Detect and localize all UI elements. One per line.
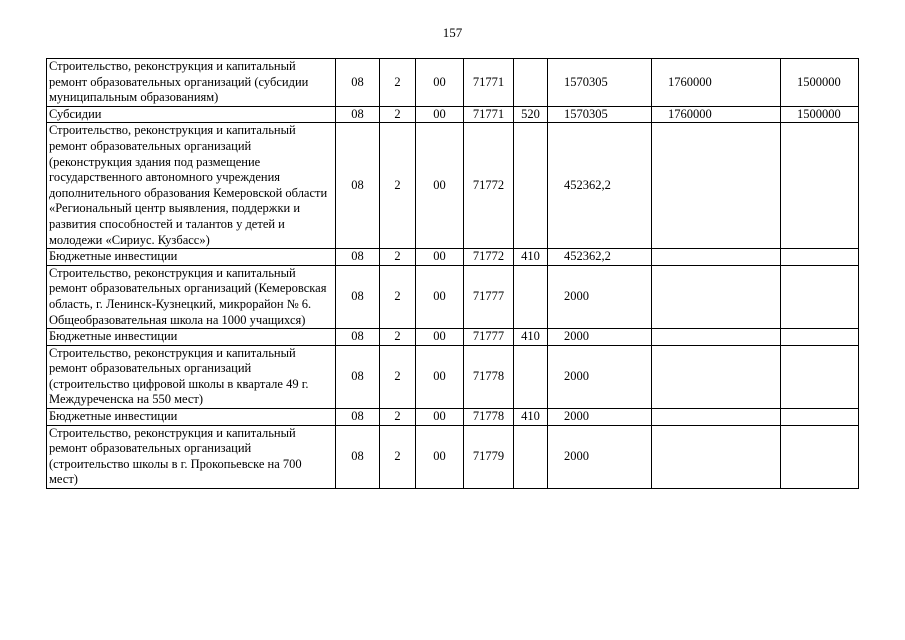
row-amount3: 1500000: [781, 106, 859, 123]
page-number: 157: [442, 25, 463, 40]
row-name: Бюджетные инвестиции: [47, 249, 336, 266]
row-name: Строительство, реконструкция и капитальный ремонт образовательных организаций (реконструкция здания под размещение государственного автономного учреждения дополнительного образования Кемеровской области «Региональный центр выявления, поддержки и развития способностей и талантов у детей и молодежи «Сириус. Кузбасс»): [47, 123, 336, 249]
row-expense-type: [514, 59, 548, 107]
row-amount1: 452362,2: [548, 123, 652, 249]
row-section: 08: [336, 59, 380, 107]
row-expense-type: [514, 123, 548, 249]
row-subsection: 2: [380, 59, 416, 107]
row-amount3: [781, 249, 859, 266]
row-amount1: 2000: [548, 265, 652, 328]
row-code2: 71779: [464, 425, 514, 488]
row-code2: 71777: [464, 329, 514, 346]
row-name: Субсидии: [47, 106, 336, 123]
row-amount3: 1500000: [781, 59, 859, 107]
row-section: 08: [336, 409, 380, 426]
row-subsection: 2: [380, 409, 416, 426]
table-row: [47, 265, 859, 328]
row-amount1: 2000: [548, 425, 652, 488]
row-amount3: [781, 123, 859, 249]
row-amount1: 2000: [548, 329, 652, 346]
row-code2: 71772: [464, 123, 514, 249]
row-subsection: 2: [380, 329, 416, 346]
row-code1: 00: [416, 329, 464, 346]
row-subsection: 2: [380, 265, 416, 328]
row-code1: 00: [416, 106, 464, 123]
row-expense-type: [514, 425, 548, 488]
row-subsection: 2: [380, 425, 416, 488]
table-row: [47, 59, 859, 107]
table-row: [47, 106, 859, 123]
row-expense-type: 410: [514, 329, 548, 346]
row-amount2: [652, 425, 781, 488]
row-code1: 00: [416, 409, 464, 426]
row-expense-type: 520: [514, 106, 548, 123]
row-amount3: [781, 265, 859, 328]
row-expense-type: 410: [514, 249, 548, 266]
row-section: 08: [336, 329, 380, 346]
row-code1: 00: [416, 265, 464, 328]
row-code2: 71771: [464, 106, 514, 123]
row-code2: 71777: [464, 265, 514, 328]
row-name: Строительство, реконструкция и капитальный ремонт образовательных организаций (строительство цифровой школы в квартале 49 г. Междуреченска на 550 мест): [47, 345, 336, 408]
row-name: Строительство, реконструкция и капитальный ремонт образовательных организаций (строительство школы в г. Прокопьевске на 700 мест): [47, 425, 336, 488]
row-amount2: [652, 409, 781, 426]
row-section: 08: [336, 249, 380, 266]
table-row: [47, 409, 859, 426]
row-amount2: [652, 329, 781, 346]
row-code1: 00: [416, 425, 464, 488]
table-row: [47, 425, 859, 488]
row-subsection: 2: [380, 249, 416, 266]
row-amount1: 2000: [548, 409, 652, 426]
row-amount1: 1570305: [548, 106, 652, 123]
table-row: [47, 329, 859, 346]
row-amount2: [652, 123, 781, 249]
row-subsection: 2: [380, 106, 416, 123]
row-amount3: [781, 345, 859, 408]
row-amount3: [781, 425, 859, 488]
budget-table: [46, 58, 859, 489]
row-amount3: [781, 409, 859, 426]
row-code1: 00: [416, 59, 464, 107]
row-code2: 71771: [464, 59, 514, 107]
row-expense-type: [514, 265, 548, 328]
row-code2: 71778: [464, 409, 514, 426]
row-amount1: 2000: [548, 345, 652, 408]
row-name: Бюджетные инвестиции: [47, 329, 336, 346]
row-code1: 00: [416, 345, 464, 408]
row-name: Строительство, реконструкция и капитальный ремонт образовательных организаций (Кемеровская область, г. Ленинск-Кузнецкий, микрорайон № 6. Общеобразовательная школа на 1000 учащихся): [47, 265, 336, 328]
row-section: 08: [336, 123, 380, 249]
row-amount2: 1760000: [652, 106, 781, 123]
row-amount2: [652, 265, 781, 328]
row-section: 08: [336, 345, 380, 408]
row-amount2: 1760000: [652, 59, 781, 107]
row-code2: 71778: [464, 345, 514, 408]
row-section: 08: [336, 425, 380, 488]
row-code2: 71772: [464, 249, 514, 266]
row-name: Строительство, реконструкция и капитальный ремонт образовательных организаций (субсидии муниципальным образованиям): [47, 59, 336, 107]
row-section: 08: [336, 106, 380, 123]
row-expense-type: [514, 345, 548, 408]
table-row: [47, 345, 859, 408]
row-amount1: 1570305: [548, 59, 652, 107]
row-subsection: 2: [380, 345, 416, 408]
row-amount3: [781, 329, 859, 346]
row-code1: 00: [416, 123, 464, 249]
row-amount2: [652, 345, 781, 408]
row-section: 08: [336, 265, 380, 328]
row-name: Бюджетные инвестиции: [47, 409, 336, 426]
row-amount2: [652, 249, 781, 266]
row-code1: 00: [416, 249, 464, 266]
row-expense-type: 410: [514, 409, 548, 426]
table-row: [47, 249, 859, 266]
table-row: [47, 123, 859, 249]
row-subsection: 2: [380, 123, 416, 249]
row-amount1: 452362,2: [548, 249, 652, 266]
